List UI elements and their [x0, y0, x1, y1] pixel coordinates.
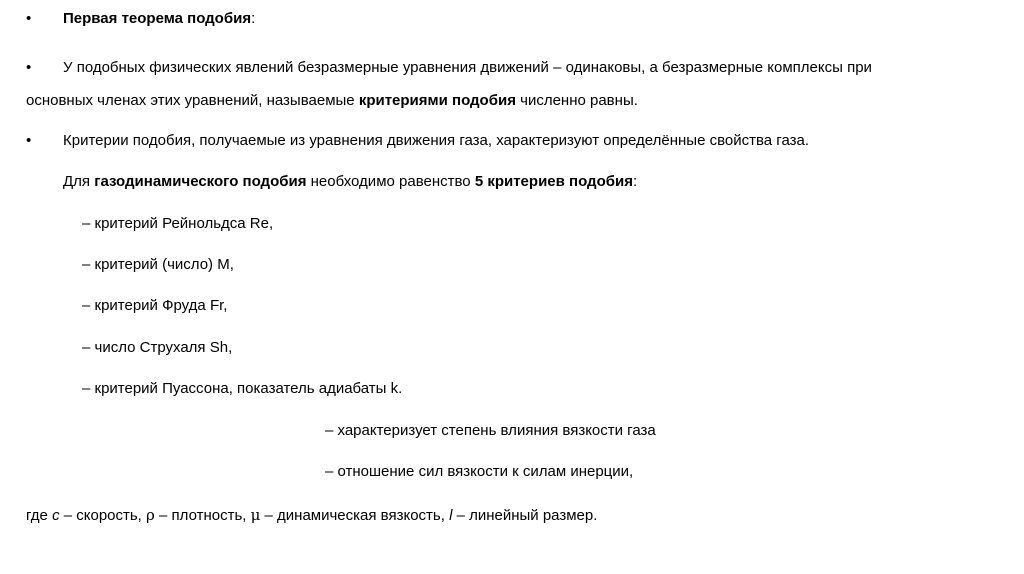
bullet-icon: •: [26, 132, 32, 149]
criterion-mach: – критерий (число) M,: [82, 256, 234, 273]
where-text-b: – скорость,: [59, 507, 147, 524]
p1-text-a: основных членах этих уравнений, называемые: [26, 92, 359, 109]
where-text-a: где: [26, 507, 53, 524]
theorem-title: [63, 10, 255, 28]
symbol-rho: ρ: [146, 506, 155, 524]
symbol-l: l: [449, 507, 453, 524]
theorem-title-bold: Первая теорема подобия: [63, 10, 252, 27]
bullet-icon: •: [26, 59, 32, 76]
paragraph-1-line-2: [26, 92, 638, 110]
where-text-e: – динамическая вязкость,: [260, 507, 450, 524]
paragraph-1-line-1: У подобных физических явлений безразмерные уравнения движений – одинаковы, а безразмерные комплексы при: [63, 59, 872, 76]
symbol-mu: μ: [250, 506, 261, 524]
criterion-strouhal: – число Струхаля Sh,: [82, 339, 233, 356]
bullet-icon: •: [26, 10, 32, 27]
note-force-ratio: – отношение сил вязкости к силам инерции,: [325, 463, 634, 480]
where-text-d: – плотность,: [154, 507, 251, 524]
p1-bold-term: критериями подобия: [358, 92, 516, 109]
p3-text-b: необходимо равенство: [306, 173, 475, 190]
p3-bold-1: газодинамического подобия: [94, 173, 307, 190]
criterion-reynolds: – критерий Рейнольдса Re,: [82, 215, 274, 232]
criterion-poisson: – критерий Пуассона, показатель адиабаты k.: [82, 380, 403, 397]
paragraph-2: Критерии подобия, получаемые из уравнения движения газа, характеризуют определённые свойства газа.: [63, 132, 810, 149]
theorem-title-colon: :: [251, 10, 256, 27]
p1-text-b: численно равны.: [515, 92, 638, 109]
definitions-line: [26, 506, 597, 525]
criterion-froude: – критерий Фруда Fr,: [82, 297, 228, 314]
p3-bold-2: 5 критериев подобия: [474, 173, 633, 190]
symbol-c: c: [52, 507, 60, 524]
note-viscosity-influence: – характеризует степень влияния вязкости газа: [325, 422, 656, 439]
paragraph-3: [63, 173, 637, 191]
where-text-f: – линейный размер.: [452, 507, 598, 524]
p3-text-c: :: [632, 173, 638, 190]
p3-text-a: Для: [63, 173, 95, 190]
